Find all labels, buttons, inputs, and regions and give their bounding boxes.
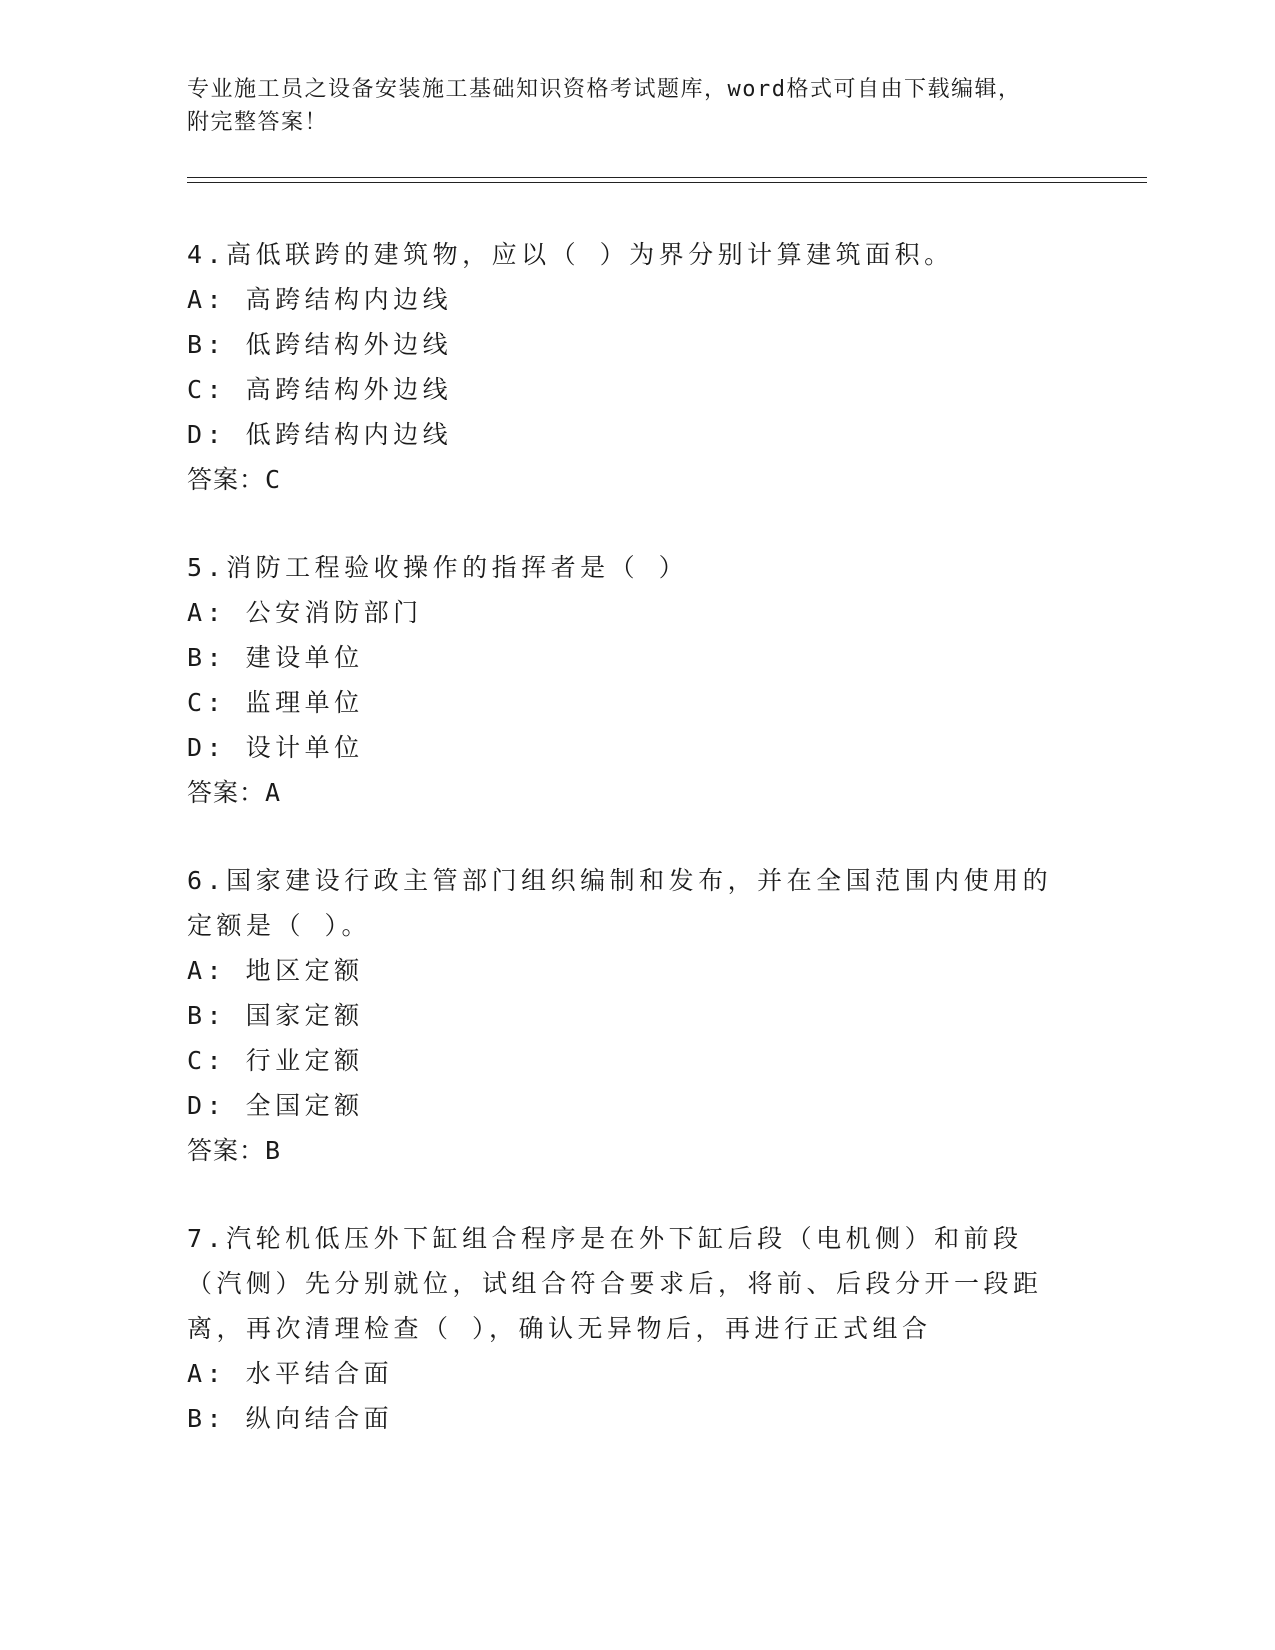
question-stem: 4.高低联跨的建筑物，应以（ ）为界分别计算建筑面积。: [187, 240, 954, 269]
question-stem: 7.汽轮机低压外下缸组合程序是在外下缸后段（电机侧）和前段（汽侧）先分别就位，试组合符合要求后，将前、后段分开一段距离，再次清理检查（ ），确认无异物后，再进行正式组合: [187, 1224, 1043, 1343]
answer-line: 答案：A: [187, 778, 282, 807]
document-page: [187, 0, 1147, 1650]
option-a: A: 高跨结构内边线: [187, 285, 453, 314]
question-7: [187, 1216, 1067, 1441]
option-a: A: 水平结合面: [187, 1359, 394, 1388]
header-line-1: 专业施工员之设备安装施工基础知识资格考试题库，word格式可自由下载编辑，: [187, 77, 1022, 102]
document-header: [187, 73, 1067, 139]
option-d: D: 全国定额: [187, 1091, 364, 1120]
option-c: C: 行业定额: [187, 1046, 364, 1075]
option-a: A: 公安消防部门: [187, 598, 423, 627]
answer-line: 答案：B: [187, 1136, 282, 1165]
question-stem: 5.消防工程验收操作的指挥者是（ ）: [187, 553, 689, 582]
option-b: B: 低跨结构外边线: [187, 330, 453, 359]
question-list: [187, 232, 1067, 1484]
answer-line: 答案：C: [187, 465, 282, 494]
question-stem: 6.国家建设行政主管部门组织编制和发布，并在全国范围内使用的定额是（ ）。: [187, 866, 1053, 940]
header-line-2: 附完整答案！: [187, 110, 329, 135]
option-b: B: 纵向结合面: [187, 1404, 394, 1433]
question-4: [187, 232, 1067, 502]
question-5: [187, 545, 1067, 815]
option-a: A: 地区定额: [187, 956, 364, 985]
option-b: B: 国家定额: [187, 1001, 364, 1030]
question-6: [187, 858, 1067, 1173]
option-d: D: 设计单位: [187, 733, 364, 762]
option-b: B: 建设单位: [187, 643, 364, 672]
option-c: C: 高跨结构外边线: [187, 375, 453, 404]
option-c: C: 监理单位: [187, 688, 364, 717]
header-divider: [187, 177, 1147, 183]
option-d: D: 低跨结构内边线: [187, 420, 453, 449]
